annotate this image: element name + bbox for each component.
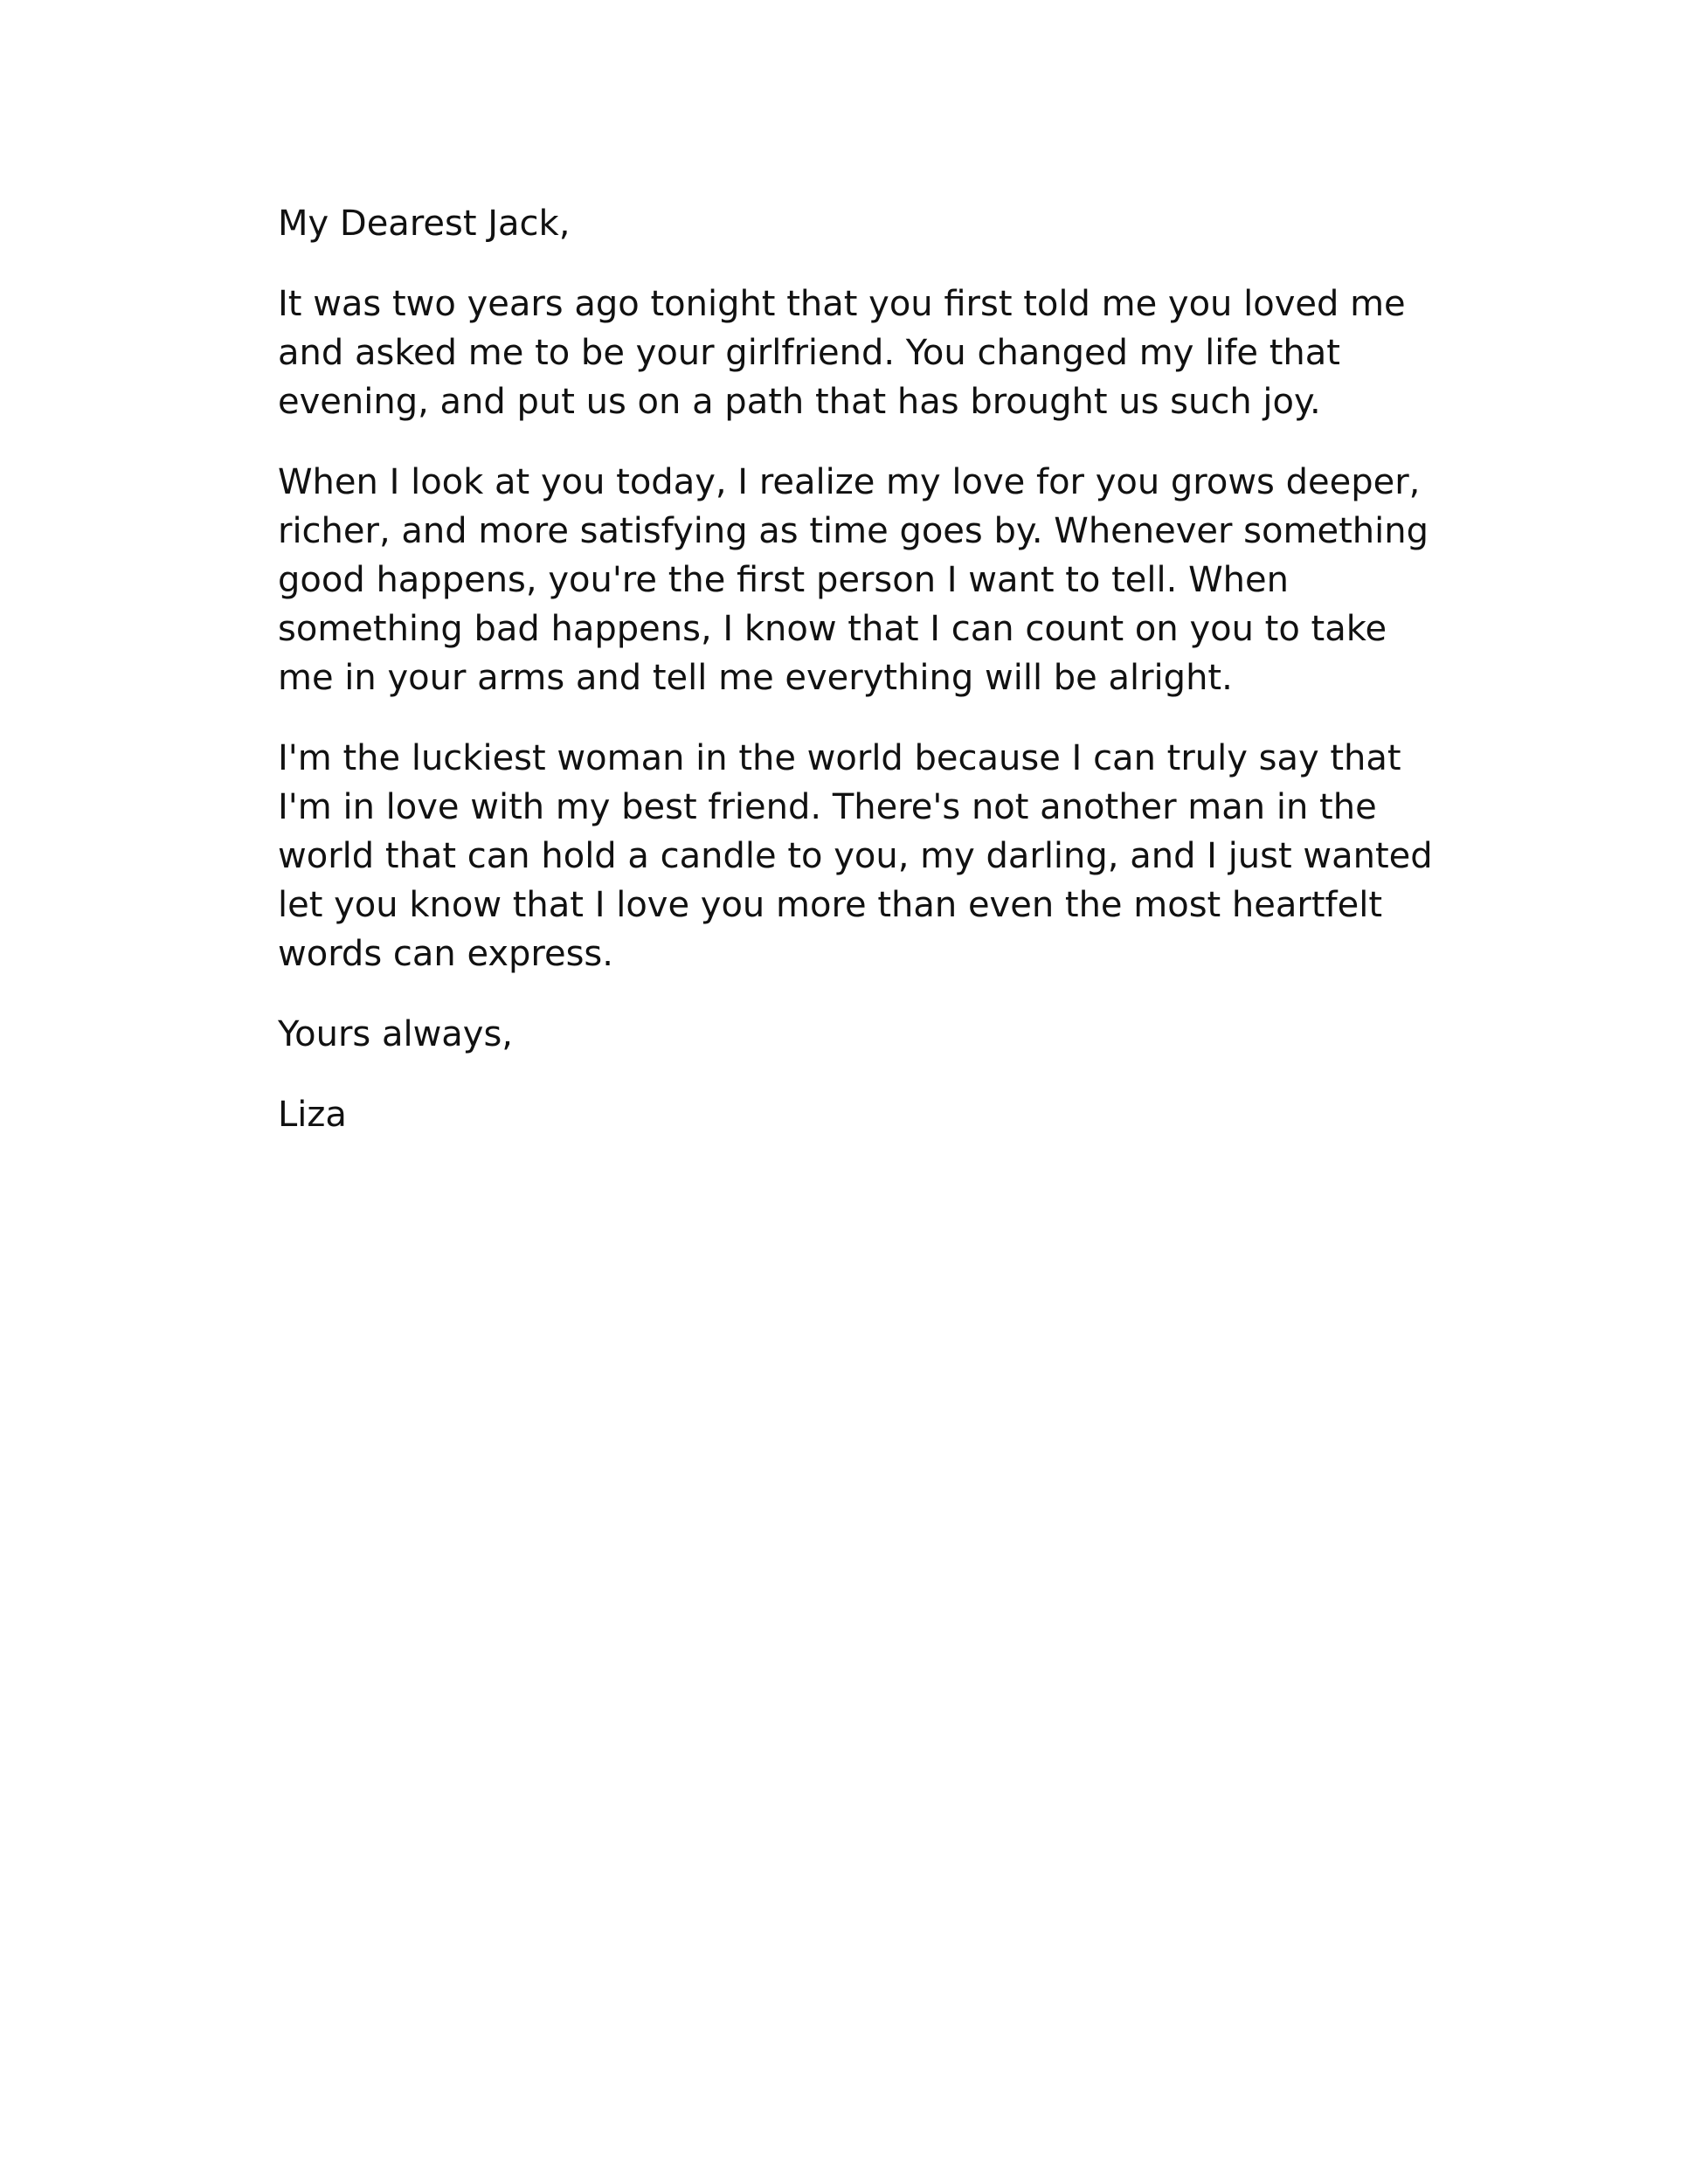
paragraph-line: When I look at you today, I realize my love for you grows deeper, [278, 462, 1421, 502]
paragraph-line: me in your arms and tell me everything will be alright. [278, 658, 1233, 698]
paragraph-line: good happens, you're the first person I want to tell. When [278, 560, 1289, 600]
paragraph-line: something bad happens, I know that I can count on you to take [278, 609, 1387, 649]
paragraph-1 [278, 280, 1484, 426]
signature: Liza [278, 1095, 347, 1135]
paragraph-line: evening, and put us on a path that has brought us such joy. [278, 382, 1321, 422]
paragraph-2 [278, 458, 1484, 702]
letter-body [278, 199, 1484, 1139]
paragraph-line: words can express. [278, 934, 613, 974]
paragraph-line: and asked me to be your girlfriend. You changed my life that [278, 333, 1340, 373]
paragraph-line: I'm in love with my best friend. There's not another man in the [278, 787, 1377, 827]
paragraph-line: I'm the luckiest woman in the world because I can truly say that [278, 738, 1401, 778]
salutation: My Dearest Jack, [278, 204, 571, 244]
paragraph-3 [278, 734, 1484, 978]
paragraph-line: It was two years ago tonight that you first told me you loved me [278, 284, 1406, 324]
paragraph-line: richer, and more satisfying as time goes by. Whenever something [278, 511, 1429, 551]
paragraph-line: world that can hold a candle to you, my darling, and I just wanted [278, 836, 1433, 876]
closing: Yours always, [278, 1014, 514, 1054]
paragraph-line: let you know that I love you more than even the most heartfelt [278, 885, 1383, 925]
